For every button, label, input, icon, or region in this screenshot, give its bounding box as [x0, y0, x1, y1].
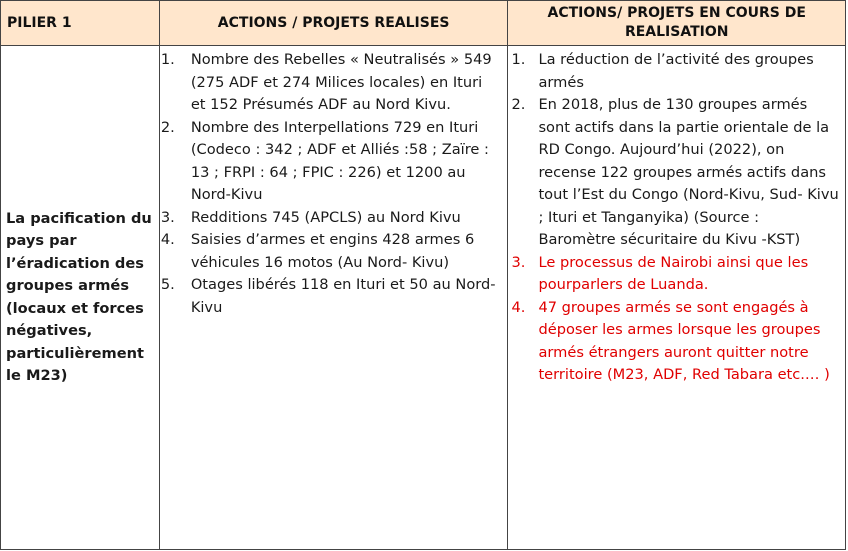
list-item-highlighted: [511, 252, 839, 297]
header-actions-realises: ACTIONS / PROJETS REALISES: [159, 1, 508, 46]
list-number: 1.: [160, 51, 175, 68]
header-actions-en-cours: [508, 1, 846, 46]
table-header-row: [1, 1, 846, 46]
in-progress-actions-cell: [508, 46, 846, 550]
list-number: 2.: [160, 118, 175, 136]
list-item: [511, 94, 839, 252]
list-number: 5.: [160, 276, 175, 293]
list-item-text: Otages libérés 118 en Ituri et 50 au Nord- Kivu: [190, 276, 496, 316]
list-item: [160, 117, 502, 207]
list-item-text: Le processus de Nairobi ainsi que les pourparlers de Luanda.: [538, 253, 809, 293]
list-item-text: Nombre des Interpellations 729 en Ituri (Codeco : 342 ; ADF et Alliés :58 ; Zaïre : 13 ; FRPI : 64 ; FPIC : 226) et 1200 au Nord-Kivu: [190, 118, 489, 203]
pillar-cell: La pacification du pays par l’éradication des groupes armés (locaux et forces négatives, particulièrement le M23): [1, 46, 160, 550]
list-item-text: Nombre des Rebelles « Neutralisés » 549 (275 ADF et 274 Milices locales) en Ituri et 152 Présumés ADF au Nord Kivu.: [190, 51, 492, 113]
header-actions-en-cours-line2: REALISATION: [624, 24, 729, 40]
list-number: 1.: [511, 51, 526, 68]
list-number: 2.: [511, 96, 526, 113]
list-item: [160, 207, 502, 230]
list-item: [160, 274, 502, 319]
completed-actions-cell: [159, 46, 508, 550]
list-item-text: Redditions 745 (APCLS) au Nord Kivu: [190, 208, 461, 226]
list-item-text: En 2018, plus de 130 groupes armés sont actifs dans la partie orientale de la RD Congo. Aujourd’hui (2022), on recense 122 groupes armés actifs dans tout l’Est du Congo (Nord-Kivu, Sud- Kivu ; Ituri et Tanganyika) (Source : Baromètre sécuritaire du Kivu -KST): [538, 96, 839, 248]
list-number: 3.: [160, 208, 175, 226]
list-item-text: 47 groupes armés se sont engagés à déposer les armes lorsque les groupes armés étrangers auront quitter notre territoire (M23, ADF, Red Tabara etc.… ): [538, 298, 830, 383]
table-row: [1, 46, 846, 550]
list-number: 4.: [160, 231, 175, 248]
header-pilier: PILIER 1: [1, 1, 160, 46]
completed-actions-list: [160, 46, 508, 319]
list-item-text: Saisies d’armes et engins 428 armes 6 véhicules 16 motos (Au Nord- Kivu): [190, 231, 475, 271]
header-actions-en-cours-line1: ACTIONS/ PROJETS EN COURS DE: [547, 5, 806, 21]
list-number: 4.: [511, 298, 526, 316]
list-item: [511, 49, 839, 94]
list-item-text: La réduction de l’activité des groupes armés: [538, 51, 814, 91]
list-number: 3.: [511, 253, 526, 271]
list-item: [160, 49, 502, 117]
list-item: [160, 229, 502, 274]
list-item-highlighted: [511, 297, 839, 387]
in-progress-actions-list: [508, 46, 845, 387]
